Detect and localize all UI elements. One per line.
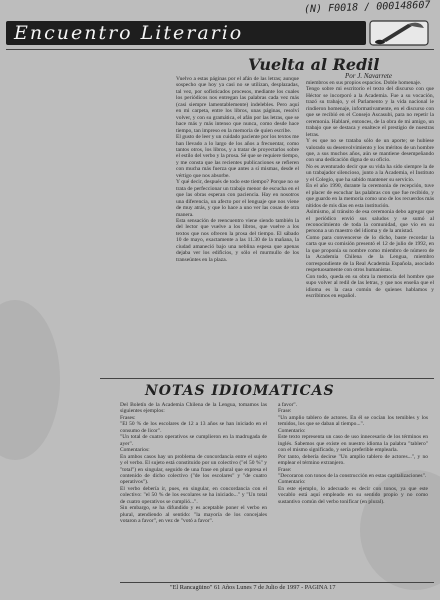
- notas-column-2: a favor". Frase: "Un amplio tablero de actores. En él se cocían los temibles y los temidos, los que se daban al tiempo...". Comentario: Este texto representa un caso de uso innecesario de los términos en inglés. Sabemos que existe en nuestro idioma la palabra "tablero" con el mismo significado, y sería preferible emplearla. Por tanto, debería decirse "Un amplio tablero de actores...", y no emplear el término extranjero. Frase: "Decoraron con tonos de la construcción en estas capitalizaciones". Comentario: En este ejemplo, lo adecuado es decir con tonos, ya que este vocablo está aquí empleado en su sentido propio y no como sustantivo común del verbo tonificar (en plural).: [278, 402, 428, 505]
- article-byline: Por J. Navarrete: [345, 72, 392, 80]
- quill-ink-icon: [368, 18, 430, 48]
- article-column-1: Vuelvo a estas páginas por el afán de las letras; aunque sospecho que hoy ya casi no se utilizan, desplazadas, tal vez, por sofisticados procesos, mediante los cuales los periódicos nos entregan las palabras cada vez más (casi siempre lamentablemente) indelebles. Pero aquí en mi carpeta, entre los libros, unas páginas, resolví volver, y con su gramática, el afán por las letras, que se hace más y más intenso que nunca, como desde hace tiempo, tan impreso en la memoria de quien escribe. El gusto de leer y un cuidado paciente por los textos me han llevado a lo largo de los años a frecuentar, como tantos otros, los libros, y a tratar de proyectarlos sobre el estilo del verbo y la prosa. Sé que se requiere tiempo, y me consta que las recientes publicaciones se refieren con mucha más fuerza que antes a sí mismas, desde el vértigo que nos absorbe. Y qué decir, después de todo este tiempo? Porque no se trata de perfeccionar un trabajo menor de escucha en el que las obras esperan con paciencia. Hay en nosotros una diferencia, un afecto por el lenguaje que nos viene de muy atrás, y que lo hace a uno ver las cosas de otra manera. Esta sensación de reencuentro viene siendo también la del lector que vuelve a los libros, que vuelve a los textos que nos ofrecen la prosa del tiempo. El sábado 10 de mayo, exactamente a las 11.30 de la mañana, la ciudad amaneció bajo una neblina espesa que apenas dejaba ver los edificios, y sólo el murmullo de los transeúntes en la plaza.: [176, 76, 299, 263]
- scan-shadow: [0, 300, 60, 460]
- notas-column-1: Del Boletín de la Academia Chilena de la Lengua, tomamos las siguientes ejemplos: Frases: "El 50 % de los escolares de 12 a 13 años se han iniciado en el consumo de licor". "Un total de cuatro operativos se cumplieron en la madrugada de ayer". Comentarios: En ambos casos hay un problema de concordancia entre el sujeto y el verbo. El sujeto está constituido por un colectivo ("el 50 %" y "total") en singular, seguido de una frase en plural que expresa el contenido de dicho colectivo ("de los escolares" y "de cuatro operativos"). El verbo debería ir, pues, en singular, en concordancia con el colectivo: "el 50 % de los escolares se ha iniciado..." y "Un total de cuatro operativos se cumplió...". Sin embargo, se ha difundido y es aceptable poner el verbo en plural, atendiendo al sentido: "la mayoría de los concejales votaron a favor", en vez de "votó a favor".: [120, 402, 267, 525]
- handwritten-reference: (N) F0018 / 000148607: [303, 0, 431, 16]
- page-footer: "El Rancagüino" 61 Años Lunes 7 de Julio de 1997 - PAGINA 17: [170, 584, 336, 591]
- section-rule: [100, 378, 434, 379]
- banner-rule: [6, 49, 434, 50]
- article-column-2: miembros en sus propios espacios. Doble homenaje. Tengo sobre mi escritorio el texto del discurso con que Héctor se incorporó a la Academia. Fue a su vocación, trazó su trabajo, y el Parlamento y la vida nacional le rindieron homenaje, informativamente, en el discurso con que se recibió en el Consejo Ascasubi, para no repetir la ceremonia. Hablaré, entonces, de la obra de mi amigo, un trabajo que se destaca y enaltece el prestigio de nuestras letras. Y es que no se trataba sólo de un aporte; se hubiese valorado su desenvolvimiento y los méritos de un hombre que, a sus muchos años, aún se mantiene desempeñando con una dedicación digna de su oficio. No es aventurado decir que su vida ha sido siempre la de un trabajador silencioso, junto a la Academia, el Instituto y el Colegio, que ha sabido mantener su servicio. En el año 1990, durante la ceremonia de recepción, tuve el placer de escuchar las palabras con que fue recibido, y que guardo en la memoria como uno de los recuerdos más nítidos de mis días en esta institución. Asimismo, al tránsito de esa ceremonia debo agregar que el periódico envió sus saludos y se sumó al reconocimiento de toda la comunidad, que vio en su persona a un maestro del idioma y de la amistad. Como para convencerse de lo dicho, baste recordar la carta que su comisión presentó el 12 de julio de 1992, en la que proponía su nombre como miembro de número de la Academia Chilena de la Lengua, miembro correspondiente de la Real Academia Española, asociado respetuosamente con otros humanistas. Con todo, queda en su obra la memoria del hombre que supo volver al redil de las letras, y que nos enseña que el idioma es la casa común de quienes hablamos y escribimos en español.: [306, 80, 434, 299]
- article-title: Vuelta al Redil: [248, 55, 380, 74]
- notas-title: NOTAS IDIOMATICAS: [145, 383, 335, 399]
- footer-rule: [120, 582, 434, 583]
- section-banner-title: Encuentro Literario: [14, 22, 244, 44]
